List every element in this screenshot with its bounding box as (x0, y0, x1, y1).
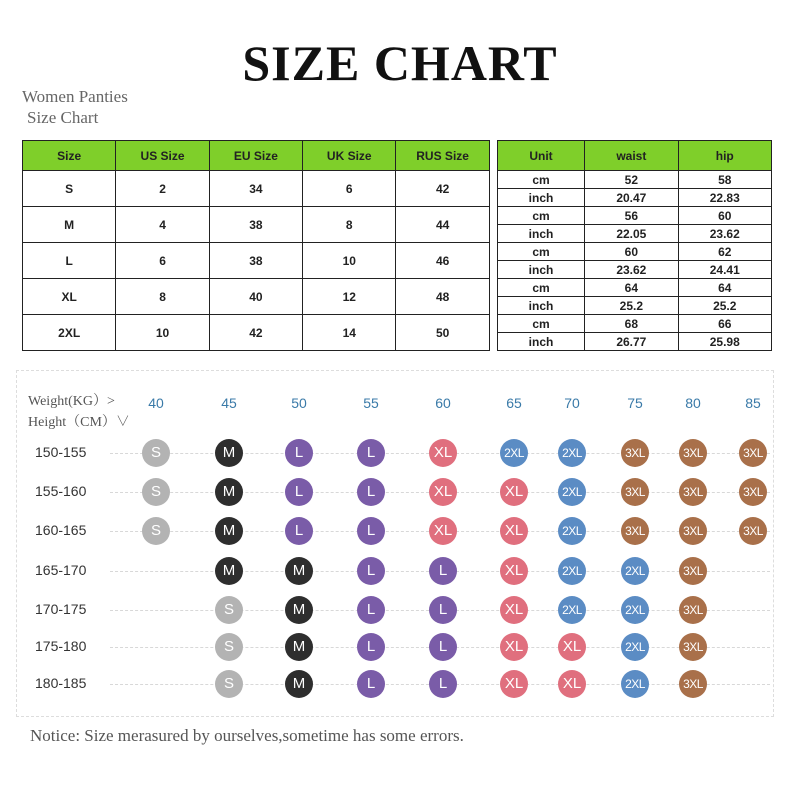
cell-unit: cm (497, 243, 584, 261)
size-marker: L (357, 670, 385, 698)
size-marker: L (357, 557, 385, 585)
cell-hip: 66 (678, 315, 771, 333)
header-us-size: US Size (116, 141, 209, 171)
height-axis-header: Height（CM）∨ (28, 415, 130, 430)
size-table (22, 140, 772, 351)
cell-hip: 25.2 (678, 297, 771, 315)
size-marker: L (357, 517, 385, 545)
table-header-row (23, 141, 772, 171)
size-marker: 2XL (621, 633, 649, 661)
weight-label: 65 (506, 395, 522, 411)
size-marker: 3XL (679, 517, 707, 545)
cell-unit: cm (497, 171, 584, 189)
cell-gap (489, 315, 497, 351)
cell-waist: 60 (585, 243, 678, 261)
size-marker: L (357, 439, 385, 467)
size-marker: XL (500, 596, 528, 624)
cell-waist: 56 (585, 207, 678, 225)
cell-unit: inch (497, 261, 584, 279)
size-marker: M (285, 670, 313, 698)
cell-us: 2 (116, 171, 209, 207)
size-marker: L (429, 557, 457, 585)
cell-hip: 24.41 (678, 261, 771, 279)
size-marker: M (215, 517, 243, 545)
size-marker: 2XL (558, 439, 586, 467)
size-marker: 3XL (739, 439, 767, 467)
cell-uk: 10 (303, 243, 396, 279)
weight-axis-header: Weight(KG）> (28, 394, 115, 409)
size-marker: M (215, 557, 243, 585)
size-marker: XL (500, 557, 528, 585)
size-marker: M (285, 633, 313, 661)
size-marker: L (285, 478, 313, 506)
table-row (23, 279, 772, 297)
cell-hip: 64 (678, 279, 771, 297)
cell-unit: cm (497, 207, 584, 225)
size-marker: 3XL (679, 439, 707, 467)
subtitle-line-2: Size Chart (27, 108, 99, 127)
cell-size: M (23, 207, 116, 243)
header-rus-size: RUS Size (396, 141, 489, 171)
cell-waist: 26.77 (585, 333, 678, 351)
size-marker: XL (429, 517, 457, 545)
cell-waist: 25.2 (585, 297, 678, 315)
cell-unit: cm (497, 279, 584, 297)
cell-size: S (23, 171, 116, 207)
table-row (23, 243, 772, 261)
size-marker: XL (500, 670, 528, 698)
height-label: 170-175 (35, 601, 87, 617)
size-marker: L (429, 633, 457, 661)
cell-waist: 52 (585, 171, 678, 189)
cell-unit: inch (497, 297, 584, 315)
height-label: 180-185 (35, 675, 87, 691)
weight-label: 40 (148, 395, 164, 411)
size-marker: L (357, 596, 385, 624)
cell-gap (489, 207, 497, 243)
cell-uk: 12 (303, 279, 396, 315)
cell-unit: cm (497, 315, 584, 333)
cell-rus: 50 (396, 315, 489, 351)
height-label: 155-160 (35, 483, 87, 499)
weight-label: 50 (291, 395, 307, 411)
size-marker: 2XL (558, 557, 586, 585)
cell-waist: 68 (585, 315, 678, 333)
cell-us: 6 (116, 243, 209, 279)
cell-gap (489, 279, 497, 315)
cell-rus: 46 (396, 243, 489, 279)
cell-size: 2XL (23, 315, 116, 351)
size-marker: XL (429, 478, 457, 506)
size-marker: 3XL (621, 439, 649, 467)
size-marker: XL (429, 439, 457, 467)
cell-hip: 58 (678, 171, 771, 189)
cell-eu: 40 (209, 279, 302, 315)
size-marker: L (285, 439, 313, 467)
size-marker: 3XL (621, 517, 649, 545)
size-marker: 3XL (679, 557, 707, 585)
header-unit: Unit (497, 141, 584, 171)
size-marker: 3XL (679, 670, 707, 698)
size-marker: S (215, 633, 243, 661)
height-label: 150-155 (35, 444, 87, 460)
cell-gap (489, 171, 497, 207)
size-marker: 2XL (621, 557, 649, 585)
cell-uk: 8 (303, 207, 396, 243)
cell-hip: 25.98 (678, 333, 771, 351)
size-marker: XL (500, 633, 528, 661)
cell-rus: 42 (396, 171, 489, 207)
cell-hip: 60 (678, 207, 771, 225)
cell-waist: 23.62 (585, 261, 678, 279)
size-marker: 2XL (621, 670, 649, 698)
size-marker: S (215, 670, 243, 698)
size-marker: S (142, 478, 170, 506)
cell-us: 10 (116, 315, 209, 351)
cell-waist: 22.05 (585, 225, 678, 243)
table-row (23, 315, 772, 333)
cell-us: 4 (116, 207, 209, 243)
height-label: 165-170 (35, 562, 87, 578)
cell-size: XL (23, 279, 116, 315)
cell-uk: 14 (303, 315, 396, 351)
notice-text: Notice: Size merasured by ourselves,sometime has some errors. (30, 726, 464, 745)
size-marker: M (215, 478, 243, 506)
size-marker: XL (500, 478, 528, 506)
table-row (23, 171, 772, 189)
size-marker: 2XL (558, 517, 586, 545)
header-eu-size: EU Size (209, 141, 302, 171)
header-gap (489, 141, 497, 171)
height-label: 160-165 (35, 522, 87, 538)
table-row (23, 207, 772, 225)
subtitle-line-1: Women Panties (22, 87, 128, 106)
header-size: Size (23, 141, 116, 171)
cell-eu: 38 (209, 207, 302, 243)
size-marker: L (429, 670, 457, 698)
weight-label: 80 (685, 395, 701, 411)
size-marker: 2XL (558, 596, 586, 624)
subtitle (22, 86, 222, 128)
cell-eu: 42 (209, 315, 302, 351)
cell-unit: inch (497, 189, 584, 207)
weight-label: 70 (564, 395, 580, 411)
size-marker: 3XL (739, 517, 767, 545)
size-marker: 3XL (679, 633, 707, 661)
size-marker: L (357, 633, 385, 661)
header-uk-size: UK Size (303, 141, 396, 171)
size-marker: S (142, 439, 170, 467)
cell-unit: inch (497, 333, 584, 351)
height-label: 175-180 (35, 638, 87, 654)
weight-label: 60 (435, 395, 451, 411)
cell-hip: 62 (678, 243, 771, 261)
cell-waist: 20.47 (585, 189, 678, 207)
size-marker: L (429, 596, 457, 624)
cell-hip: 23.62 (678, 225, 771, 243)
size-marker: 2XL (621, 596, 649, 624)
cell-eu: 38 (209, 243, 302, 279)
size-marker: 3XL (739, 478, 767, 506)
size-marker: L (357, 478, 385, 506)
size-marker: L (285, 517, 313, 545)
weight-label: 85 (745, 395, 761, 411)
header-hip: hip (678, 141, 771, 171)
size-marker: 3XL (679, 596, 707, 624)
size-marker: XL (558, 633, 586, 661)
size-marker: S (215, 596, 243, 624)
size-marker: 2XL (500, 439, 528, 467)
size-marker: XL (558, 670, 586, 698)
size-marker: XL (500, 517, 528, 545)
cell-hip: 22.83 (678, 189, 771, 207)
cell-size: L (23, 243, 116, 279)
weight-label: 55 (363, 395, 379, 411)
page-title: SIZE CHART (242, 35, 558, 91)
cell-uk: 6 (303, 171, 396, 207)
cell-gap (489, 243, 497, 279)
size-marker: 3XL (679, 478, 707, 506)
cell-rus: 44 (396, 207, 489, 243)
cell-unit: inch (497, 225, 584, 243)
cell-waist: 64 (585, 279, 678, 297)
size-marker: 3XL (621, 478, 649, 506)
size-marker: M (285, 557, 313, 585)
size-marker: M (215, 439, 243, 467)
header-waist: waist (585, 141, 678, 171)
cell-rus: 48 (396, 279, 489, 315)
cell-eu: 34 (209, 171, 302, 207)
size-marker: 2XL (558, 478, 586, 506)
size-marker: S (142, 517, 170, 545)
cell-us: 8 (116, 279, 209, 315)
weight-label: 45 (221, 395, 237, 411)
weight-label: 75 (627, 395, 643, 411)
size-marker: M (285, 596, 313, 624)
